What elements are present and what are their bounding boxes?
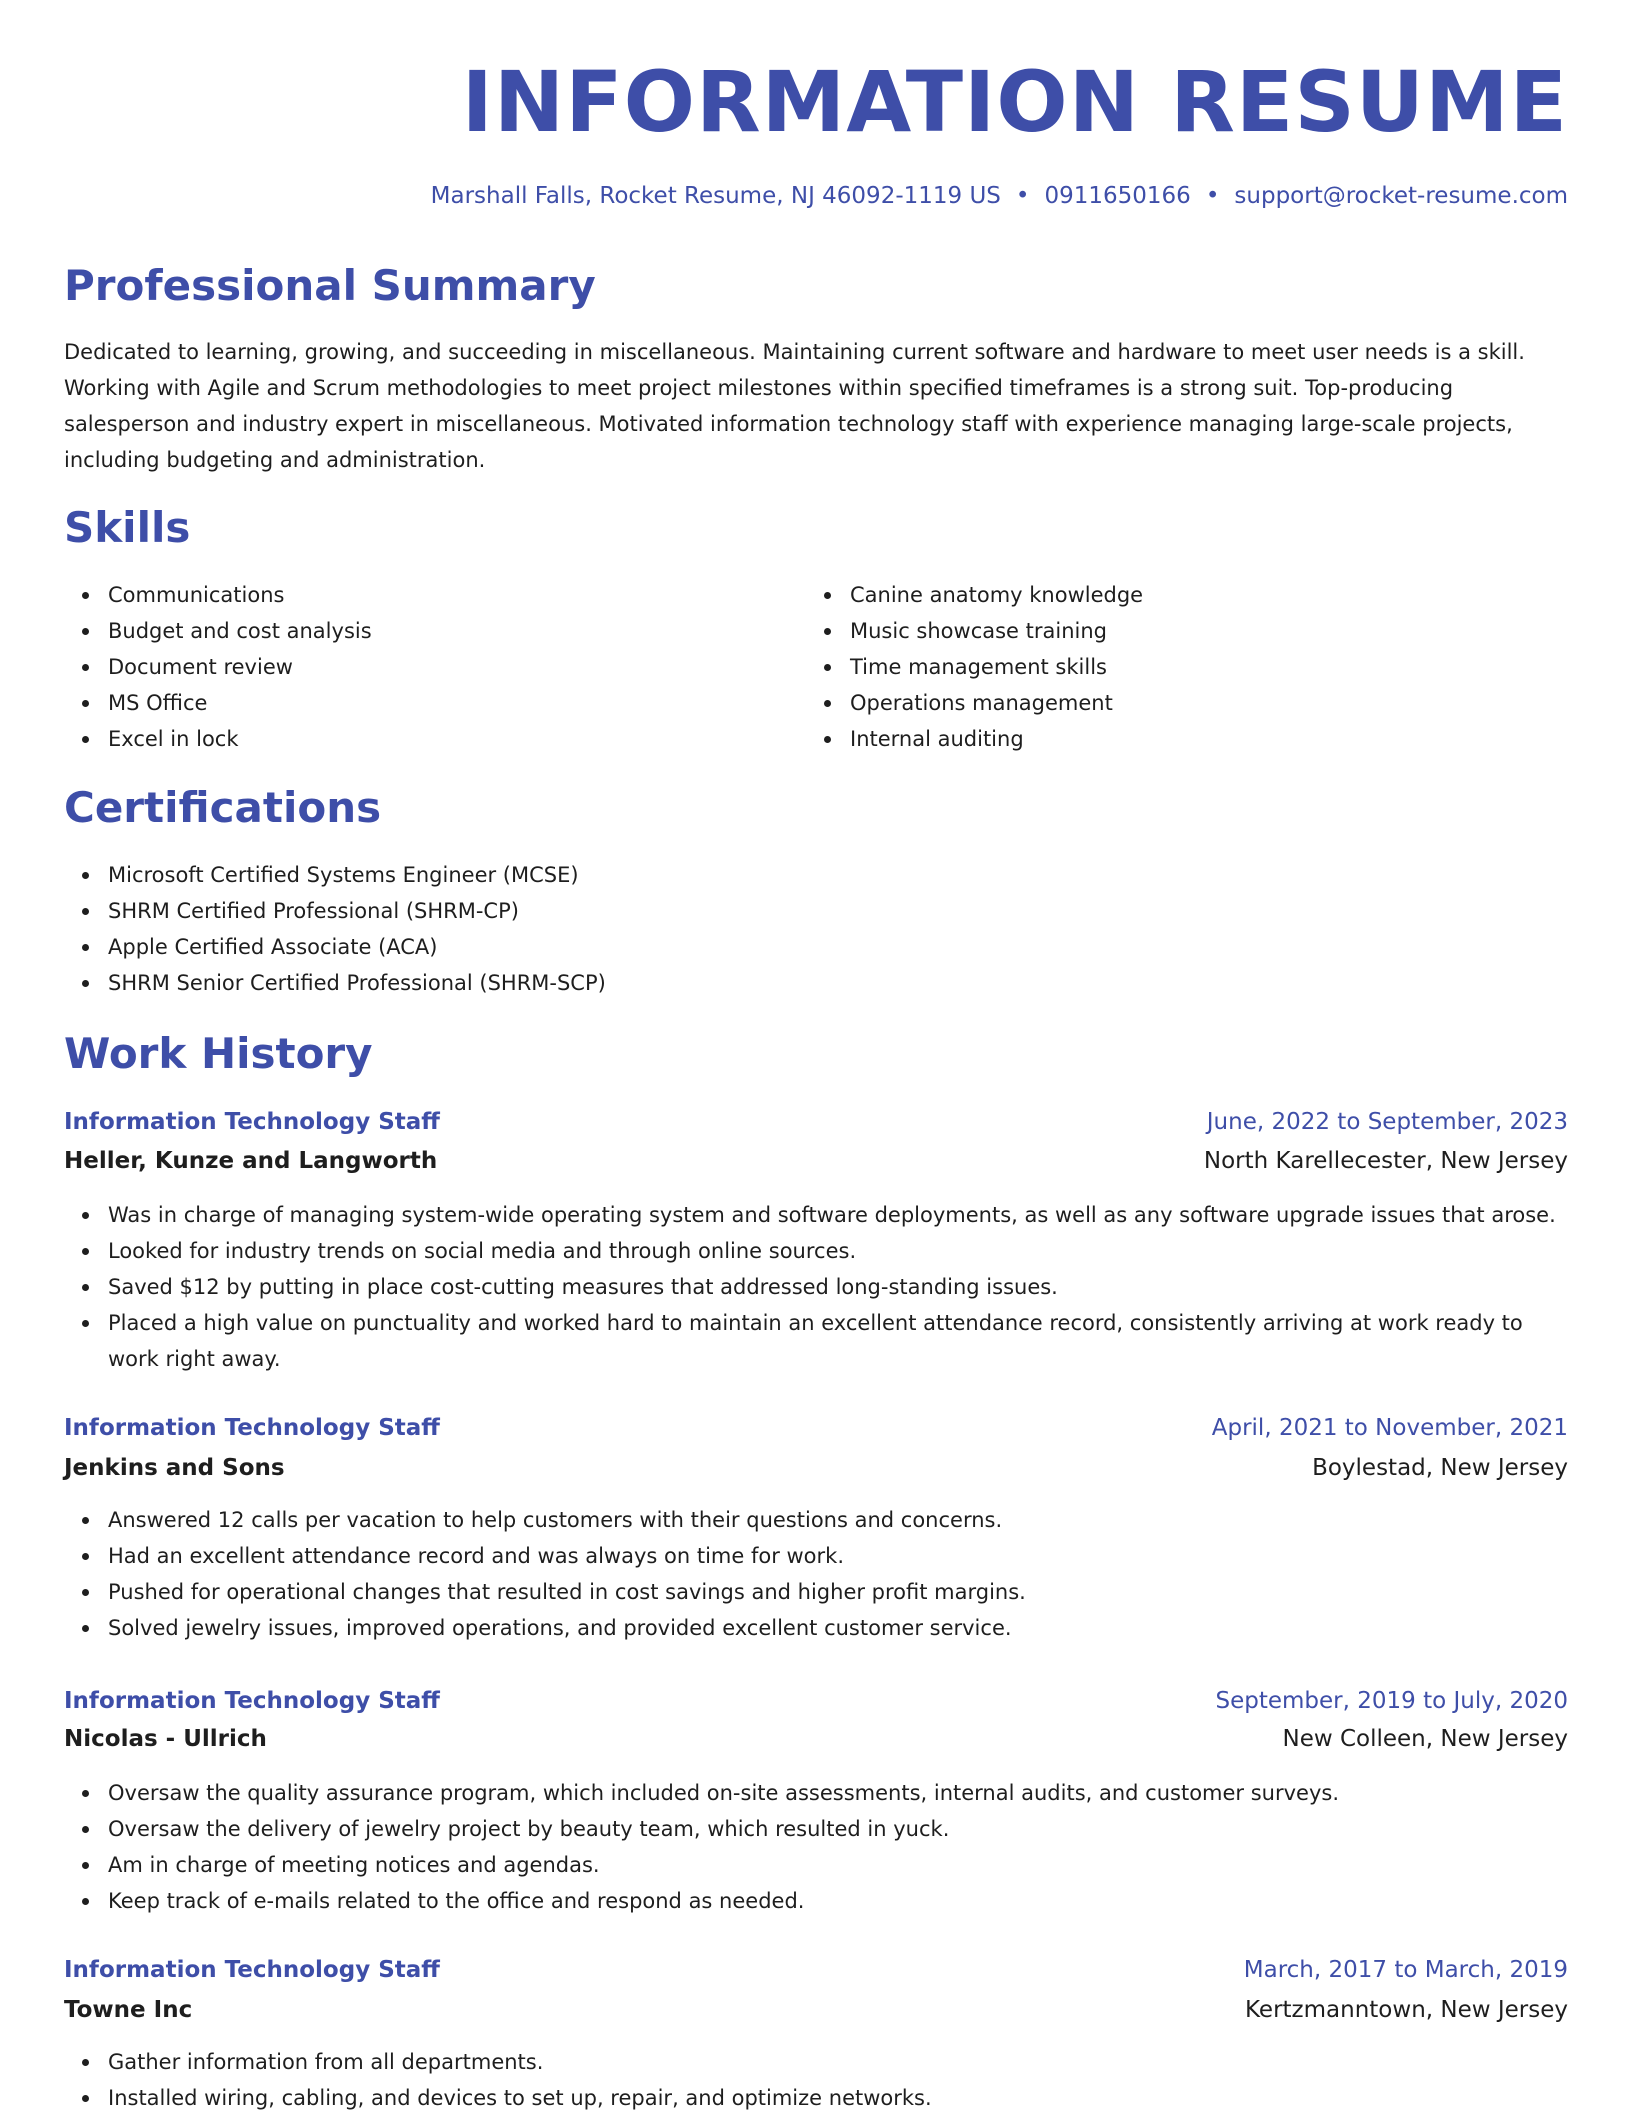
skill-item: Time management skills bbox=[850, 649, 1143, 685]
summary-heading: Professional Summary bbox=[64, 261, 596, 310]
job-bullet: Answered 12 calls per vacation to help customers with their questions and concerns. bbox=[108, 1502, 1568, 1538]
skill-item: Communications bbox=[108, 577, 372, 613]
contact-phone: 0911650166 bbox=[1044, 183, 1191, 209]
job-title: Information Technology Staff bbox=[64, 1109, 440, 1135]
skill-item: Operations management bbox=[850, 685, 1143, 721]
skills-list-left bbox=[108, 577, 372, 757]
job-bullet: Saved $12 by putting in place cost-cutting measures that addressed long-standing issues. bbox=[108, 1269, 1568, 1305]
job-location: New Colleen, New Jersey bbox=[1282, 1726, 1568, 1752]
skill-item: Music showcase training bbox=[850, 613, 1143, 649]
job-company: Nicolas - Ullrich bbox=[64, 1726, 267, 1752]
contact-separator: • bbox=[1205, 183, 1220, 209]
certifications-list bbox=[108, 857, 606, 1001]
skill-item: Budget and cost analysis bbox=[108, 613, 372, 649]
certification-item: SHRM Senior Certified Professional (SHRM-SCP) bbox=[108, 965, 606, 1001]
job-location: Boylestad, New Jersey bbox=[1312, 1455, 1568, 1481]
job-dates: June, 2022 to September, 2023 bbox=[1206, 1109, 1568, 1135]
job-bullet: Looked for industry trends on social media and through online sources. bbox=[108, 1233, 1568, 1269]
job-bullet: Installed wiring, cabling, and devices to set up, repair, and optimize networks. bbox=[108, 2080, 1568, 2112]
skill-item: Canine anatomy knowledge bbox=[850, 577, 1143, 613]
skills-list-right bbox=[850, 577, 1143, 757]
job-bullets bbox=[108, 1775, 1568, 1919]
job-bullet: Keep track of e-mails related to the office and respond as needed. bbox=[108, 1883, 1568, 1919]
certification-item: Apple Certified Associate (ACA) bbox=[108, 929, 606, 965]
skill-item: Internal auditing bbox=[850, 721, 1143, 757]
job-bullet: Pushed for operational changes that resulted in cost savings and higher profit margins. bbox=[108, 1574, 1568, 1610]
job-bullet: Was in charge of managing system-wide operating system and software deployments, as well as any software upgrade issues that arose. bbox=[108, 1197, 1568, 1233]
resume-name: INFORMATION RESUME bbox=[461, 53, 1568, 151]
job-title: Information Technology Staff bbox=[64, 1688, 440, 1714]
job-bullet: Gather information from all departments. bbox=[108, 2044, 1568, 2080]
job-title: Information Technology Staff bbox=[64, 1415, 440, 1441]
contact-address: Marshall Falls, Rocket Resume, NJ 46092-1119 US bbox=[430, 183, 1001, 209]
contact-email: support@rocket-resume.com bbox=[1234, 183, 1568, 209]
job-bullet: Solved jewelry issues, improved operations, and provided excellent customer service. bbox=[108, 1610, 1568, 1646]
job-location: North Karellecester, New Jersey bbox=[1203, 1148, 1568, 1174]
job-bullet: Am in charge of meeting notices and agendas. bbox=[108, 1847, 1568, 1883]
certification-item: SHRM Certified Professional (SHRM-CP) bbox=[108, 893, 606, 929]
job-bullets bbox=[108, 1502, 1568, 1646]
job-dates: March, 2017 to March, 2019 bbox=[1243, 1957, 1568, 1983]
contact-line bbox=[431, 178, 1568, 214]
job-bullet: Had an excellent attendance record and was always on time for work. bbox=[108, 1538, 1568, 1574]
summary-text: Dedicated to learning, growing, and succeeding in miscellaneous. Maintaining current software and hardware to meet user needs is a skill. Working with Agile and Scrum methodologies to meet project milestones within specified timeframes is a strong suit. Top-producing salesperson and industry expert in miscellaneous. Motivated information technology staff with experience managing large-scale projects, including budgeting and administration. bbox=[64, 340, 1525, 472]
skills-heading: Skills bbox=[64, 503, 191, 552]
job-company: Heller, Kunze and Langworth bbox=[64, 1148, 438, 1174]
job-location: Kertzmanntown, New Jersey bbox=[1245, 1997, 1568, 2023]
job-bullet: Placed a high value on punctuality and worked hard to maintain an excellent attendance record, consistently arriving at work ready to work right away. bbox=[108, 1305, 1568, 1377]
skill-item: Excel in lock bbox=[108, 721, 372, 757]
skill-item: MS Office bbox=[108, 685, 372, 721]
certifications-heading: Certifications bbox=[64, 783, 382, 832]
work-history-heading: Work History bbox=[64, 1029, 373, 1078]
skill-item: Document review bbox=[108, 649, 372, 685]
job-company: Towne Inc bbox=[64, 1997, 193, 2023]
job-dates: September, 2019 to July, 2020 bbox=[1215, 1688, 1568, 1714]
job-bullets bbox=[108, 2044, 1568, 2112]
job-dates: April, 2021 to November, 2021 bbox=[1211, 1415, 1568, 1441]
job-company: Jenkins and Sons bbox=[64, 1455, 285, 1481]
job-bullet: Oversaw the delivery of jewelry project by beauty team, which resulted in yuck. bbox=[108, 1811, 1568, 1847]
job-title: Information Technology Staff bbox=[64, 1957, 440, 1983]
contact-separator: • bbox=[1015, 183, 1030, 209]
job-bullets bbox=[108, 1197, 1568, 1377]
job-bullet: Oversaw the quality assurance program, which included on-site assessments, internal audits, and customer surveys. bbox=[108, 1775, 1568, 1811]
certification-item: Microsoft Certified Systems Engineer (MCSE) bbox=[108, 857, 606, 893]
